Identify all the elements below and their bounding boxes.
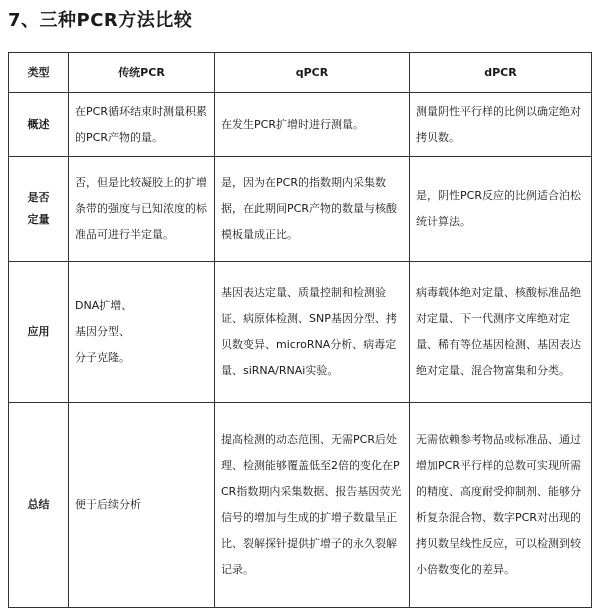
table-row (9, 403, 592, 608)
table-cell: 是，阴性PCR反应的比例适合泊松统计算法。 (410, 157, 592, 262)
header-qpcr: qPCR (215, 53, 410, 93)
table-cell: 便于后续分析 (69, 403, 215, 608)
comparison-table (8, 52, 592, 608)
header-traditional-pcr: 传统PCR (69, 53, 215, 93)
header-type: 类型 (9, 53, 69, 93)
row-label-overview: 概述 (9, 93, 69, 157)
table-cell: 在发生PCR扩增时进行测量。 (215, 93, 410, 157)
table-cell: 病毒载体绝对定量、核酸标准品绝对定量、下一代测序文库绝对定量、稀有等位基因检测、基因表达绝对定量、混合物富集和分类。 (410, 262, 592, 403)
table-cell: 提高检测的动态范围、无需PCR后处理、检测能够覆盖低至2倍的变化在PCR指数期内采集数据、报告基因荧光信号的增加与生成的扩增子数量呈正比、裂解探针提供扩增子的永久裂解记录。 (215, 403, 410, 608)
table-cell: 是，因为在PCR的指数期内采集数据，在此期间PCR产物的数量与核酸模板量成正比。 (215, 157, 410, 262)
row-label-applications: 应用 (9, 262, 69, 403)
table-cell: 无需依赖参考物品或标准品、通过增加PCR平行样的总数可实现所需的精度、高度耐受抑制剂、能够分析复杂混合物、数字PCR对出现的拷贝数呈线性反应，可以检测到较小倍数变化的差异。 (410, 403, 592, 608)
table-cell: 测量阴性平行样的比例以确定绝对拷贝数。 (410, 93, 592, 157)
header-dpcr: dPCR (410, 53, 592, 93)
table-cell: 基因表达定量、质量控制和检测验证、病原体检测、SNP基因分型、拷贝数变异、microRNA分析、病毒定量、siRNA/RNAi实验。 (215, 262, 410, 403)
table-header-row (9, 53, 592, 93)
table-cell: DNA扩增、 基因分型、 分子克隆。 (69, 262, 215, 403)
table-cell: 在PCR循环结束时测量积累的PCR产物的量。 (69, 93, 215, 157)
table-row (9, 157, 592, 262)
table-cell: 否，但是比较凝胶上的扩增条带的强度与已知浓度的标准品可进行半定量。 (69, 157, 215, 262)
page-title: 7、三种PCR方法比较 (8, 10, 193, 31)
row-label-summary: 总结 (9, 403, 69, 608)
row-label-quantitative: 是否 定量 (9, 157, 69, 262)
table-row (9, 262, 592, 403)
table-row (9, 93, 592, 157)
